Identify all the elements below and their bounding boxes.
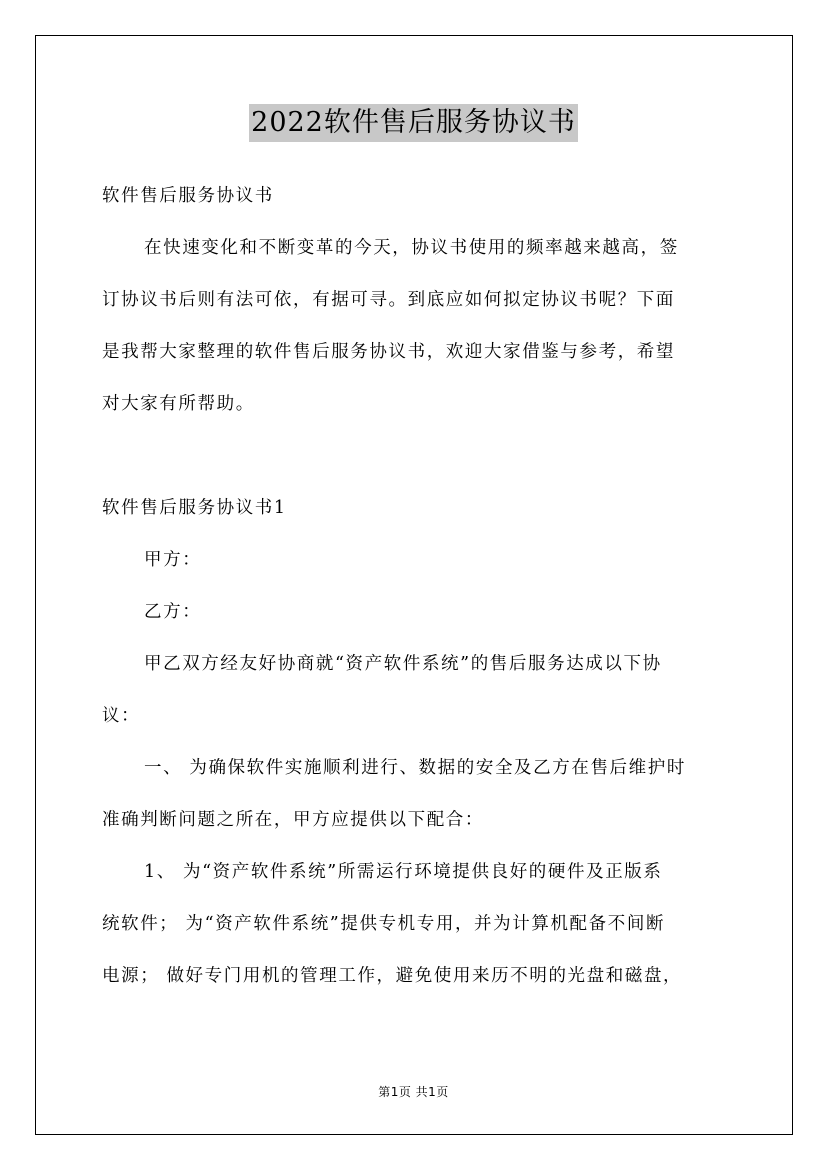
clause-line: 统软件； 为“资产软件系统”提供专机专用，并为计算机配备不间断 xyxy=(102,914,666,934)
party-b-line: 乙方： xyxy=(144,602,202,622)
clause-line: 准确判断问题之所在，甲方应提供以下配合： xyxy=(102,810,484,830)
page-footer: 第1页 共1页 xyxy=(378,1085,449,1099)
clause-line: 1、 为“资产软件系统”所需运行环境提供良好的硬件及正版系 xyxy=(144,862,663,882)
paragraph-line: 订协议书后则有法可依，有据可寻。到底应如何拟定协议书呢？下面 xyxy=(102,290,675,310)
party-a-line: 甲方： xyxy=(144,550,202,570)
title-container xyxy=(0,104,827,142)
clause-line: 电源； 做好专门用机的管理工作，避免使用来历不明的光盘和磁盘， xyxy=(102,966,683,986)
paragraph-line: 在快速变化和不断变革的今天，协议书使用的频率越来越高，签 xyxy=(144,238,679,258)
paragraph-line: 对大家有所帮助。 xyxy=(102,394,255,414)
document-title: 2022软件售后服务协议书 xyxy=(249,104,578,142)
blank-line xyxy=(102,430,730,482)
document-body xyxy=(102,170,730,1002)
paragraph-line: 议： xyxy=(102,706,141,726)
paragraph-line: 是我帮大家整理的软件售后服务协议书，欢迎大家借鉴与参考，希望 xyxy=(102,342,675,362)
section-heading: 软件售后服务协议书 xyxy=(102,186,274,206)
section-heading: 软件售后服务协议书1 xyxy=(102,498,287,518)
clause-line: 一、 为确保软件实施顺利进行、数据的安全及乙方在售后维护时 xyxy=(144,758,686,778)
paragraph-line: 甲乙双方经友好协商就“资产软件系统”的售后服务达成以下协 xyxy=(144,654,662,674)
